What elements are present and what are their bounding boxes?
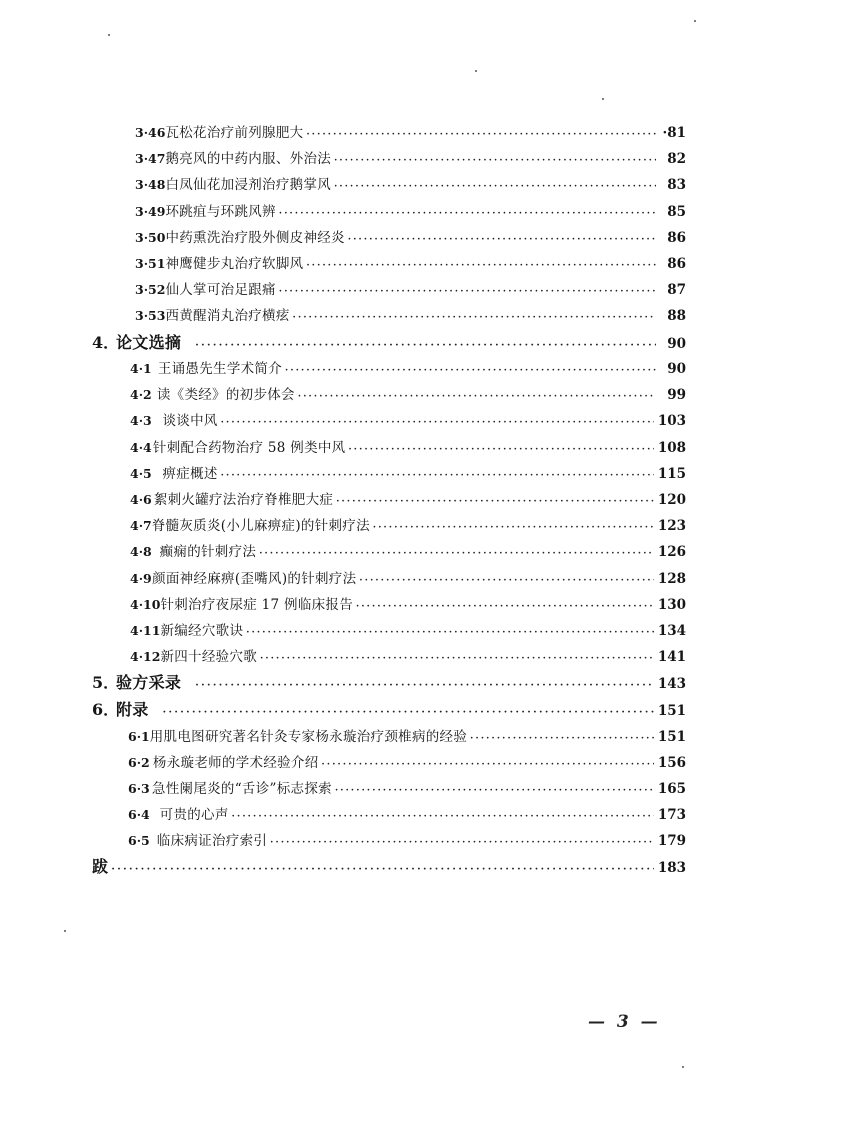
toc-entry-title: 临床病证治疗索引 [156, 833, 268, 850]
dot-leader [270, 830, 654, 856]
toc-chapter[interactable] [92, 854, 686, 881]
toc-entry-page: 134 [657, 622, 686, 639]
dot-leader [334, 174, 656, 200]
toc-entry[interactable] [92, 303, 686, 329]
toc-entry[interactable] [92, 724, 686, 750]
toc-entry-page: 120 [657, 492, 686, 509]
scan-speck [475, 70, 477, 72]
toc-entry-page: 141 [657, 649, 686, 666]
toc-entry-page: 126 [657, 544, 686, 561]
toc-entry[interactable] [92, 776, 686, 802]
toc-entry-page: 179 [657, 833, 686, 850]
toc-entry[interactable] [92, 225, 686, 251]
scan-speck [682, 1066, 684, 1068]
toc-entry-number: 6·5 [128, 833, 150, 849]
toc-entry-title: 白凤仙花加浸剂治疗鹅掌风 [165, 177, 332, 194]
toc-chapter-page: 183 [657, 860, 686, 877]
toc-entry-title: 脊髓灰质炎(小儿麻痹症)的针刺疗法 [151, 518, 370, 535]
toc-entry-title: 鹅亮风的中药内服、外治法 [165, 151, 332, 168]
toc-chapter-number: 4． [92, 332, 120, 352]
scan-speck [64, 930, 66, 932]
dot-leader [195, 333, 656, 360]
toc-entry-number: 4·8 [130, 544, 152, 560]
toc-entry-title: 癫痫的针刺疗法 [159, 544, 257, 561]
toc-chapter-number: 5． [92, 673, 120, 693]
toc-chapter-title: 验方采录 [116, 673, 182, 693]
toc-entry[interactable] [92, 382, 686, 408]
toc-entry-title: 西黄醒消丸治疗横痃 [165, 308, 290, 325]
toc-chapter[interactable] [92, 697, 686, 724]
dot-leader [348, 437, 653, 463]
toc-chapter-number: 6． [92, 699, 120, 719]
toc-entry-number: 4·10 [130, 596, 161, 612]
scan-speck [602, 98, 604, 100]
toc-entry[interactable] [92, 487, 686, 513]
toc-entry-page: ·81 [662, 125, 686, 141]
dot-leader [306, 122, 656, 148]
dot-leader [356, 594, 654, 620]
toc-entry[interactable] [92, 513, 686, 539]
toc-entry-page: 86 [667, 255, 686, 272]
toc-entry-page: 151 [657, 728, 686, 745]
toc-entry-number: 4·9 [130, 570, 152, 586]
toc-chapter-title: 论文选摘 [116, 332, 182, 352]
toc-entry[interactable] [92, 750, 686, 776]
toc-entry-title: 可贵的心声 [159, 807, 229, 824]
toc-entry[interactable] [92, 802, 686, 828]
toc-entry-title: 针刺治疗夜尿症 17 例临床报告 [160, 596, 354, 613]
toc-entry-title: 瓦松花治疗前列腺肥大 [165, 125, 304, 141]
toc-entry-page: 87 [667, 282, 686, 299]
dot-leader [279, 201, 656, 227]
toc-entry-title: 絮刺火罐疗法治疗脊椎肥大症 [153, 492, 334, 509]
toc-entry-number: 6·4 [128, 807, 150, 823]
toc-entry-title: 环跳疽与环跳风辨 [165, 203, 276, 220]
toc-entry[interactable] [92, 644, 686, 670]
toc-entry-title: 新四十经验穴歌 [160, 649, 258, 666]
toc-entry-title: 杨永璇老师的学术经验介绍 [152, 754, 319, 771]
toc-entry-title: 仙人掌可治足跟痛 [165, 282, 276, 299]
dot-leader [335, 778, 654, 804]
toc-entry-number: 4·6 [130, 492, 152, 508]
dot-leader [279, 279, 656, 305]
toc-entry-title: 新编经穴歌诀 [160, 622, 244, 639]
toc-entry[interactable] [92, 172, 686, 198]
page-number: — 3 — [588, 1012, 661, 1032]
dot-leader [163, 700, 654, 727]
toc-entry-title: 中药熏洗治疗股外侧皮神经炎 [165, 229, 345, 246]
toc-entry-page: 130 [657, 596, 686, 613]
dot-leader [221, 463, 654, 489]
dot-leader [111, 857, 654, 884]
dot-leader [322, 752, 654, 778]
toc-entry[interactable] [92, 146, 686, 172]
dot-leader [298, 384, 656, 410]
toc-entry-page: 88 [667, 308, 686, 325]
toc-entry[interactable] [92, 251, 686, 277]
toc-entry-title: 谈谈中风 [162, 413, 218, 430]
toc-entry-number: 6·1 [128, 728, 150, 744]
scan-speck [694, 20, 696, 22]
toc-entry-number: 4·1 [130, 361, 152, 377]
toc-entry-number: 4·3 [130, 413, 152, 429]
dot-leader [293, 305, 656, 331]
table-of-contents [92, 120, 686, 881]
toc-entry-number: 6·2 [128, 754, 150, 770]
toc-entry-page: 123 [657, 518, 686, 535]
toc-entry-page: 156 [657, 754, 686, 771]
toc-entry-page: 83 [667, 177, 686, 194]
toc-entry-title: 针刺配合药物治疗 58 例类中风 [152, 439, 346, 456]
dot-leader [334, 148, 656, 174]
toc-entry-number: 4·2 [130, 387, 152, 403]
toc-entry-number: 4·12 [130, 649, 161, 665]
toc-entry-page: 128 [657, 570, 686, 587]
toc-entry-page: 173 [657, 807, 686, 824]
toc-entry[interactable] [92, 828, 686, 854]
toc-entry-title: 用肌电图研究著名针灸专家杨永璇治疗颈椎病的经验 [149, 728, 468, 745]
toc-entry-number: 4·4 [130, 439, 152, 455]
toc-chapter[interactable] [92, 330, 686, 357]
toc-entry-title: 王诵愚先生学术简介 [157, 361, 283, 378]
toc-chapter-page: 90 [667, 335, 686, 352]
toc-entry[interactable] [92, 199, 686, 225]
toc-entry-number: 3·48 [135, 177, 166, 193]
toc-entry-number: 3·51 [135, 255, 166, 271]
scan-speck [108, 34, 110, 36]
dot-leader [336, 489, 654, 515]
toc-entry[interactable] [92, 408, 686, 434]
dot-leader [373, 515, 654, 541]
toc-entry-title: 读《类经》的初步体会 [156, 387, 295, 404]
toc-entry-page: 86 [667, 229, 686, 246]
toc-entry[interactable] [92, 356, 686, 382]
dot-leader [306, 253, 656, 279]
toc-entry-page: 115 [657, 465, 686, 482]
dot-leader [348, 227, 656, 253]
toc-entry-page: 108 [657, 439, 686, 456]
dot-leader [232, 804, 654, 830]
toc-entry[interactable] [92, 435, 686, 461]
toc-entry-number: 4·5 [130, 465, 152, 481]
dot-leader [359, 568, 653, 594]
toc-entry-page: 82 [667, 151, 686, 168]
toc-entry-number: 4·11 [130, 622, 161, 638]
dot-leader [285, 358, 656, 384]
dot-leader [470, 726, 654, 752]
toc-entry-number: 3·52 [135, 282, 166, 298]
toc-entry-number: 3·47 [135, 151, 166, 167]
dot-leader [260, 646, 654, 672]
toc-entry-number: 3·50 [135, 229, 166, 245]
dot-leader [221, 410, 654, 436]
toc-entry-page: 165 [657, 780, 686, 797]
toc-entry-number: 6·3 [128, 780, 150, 796]
toc-entry-title: 急性阑尾炎的“舌诊”标志探索 [151, 780, 332, 797]
toc-entry-number: 4·7 [130, 518, 152, 534]
toc-entry-page: 85 [667, 203, 686, 220]
toc-entry[interactable] [92, 461, 686, 487]
toc-entry-page: 90 [667, 361, 686, 378]
toc-chapter-page: 151 [657, 702, 686, 719]
toc-entry-page: 99 [667, 387, 686, 404]
toc-chapter-title: 跋 [92, 857, 109, 877]
toc-entry[interactable] [92, 277, 686, 303]
toc-entry[interactable] [92, 120, 686, 146]
dot-leader [195, 673, 654, 700]
toc-chapter[interactable] [92, 670, 686, 697]
dot-leader [246, 620, 654, 646]
toc-entry-page: 103 [657, 413, 686, 430]
toc-entry-title: 痹症概述 [162, 465, 218, 482]
toc-entry[interactable] [92, 539, 686, 565]
toc-chapter-title: 附录 [116, 699, 149, 719]
toc-entry-number: 3·46 [135, 125, 166, 140]
toc-entry-number: 3·53 [135, 308, 166, 324]
toc-entry[interactable] [92, 618, 686, 644]
toc-entry[interactable] [92, 592, 686, 618]
toc-entry-title: 神鹰健步丸治疗软脚风 [165, 255, 304, 272]
toc-entry-number: 3·49 [135, 203, 166, 219]
toc-entry-title: 颜面神经麻痹(歪嘴风)的针刺疗法 [152, 570, 357, 587]
toc-chapter-page: 143 [657, 676, 686, 693]
dot-leader [259, 541, 654, 567]
toc-entry[interactable] [92, 566, 686, 592]
